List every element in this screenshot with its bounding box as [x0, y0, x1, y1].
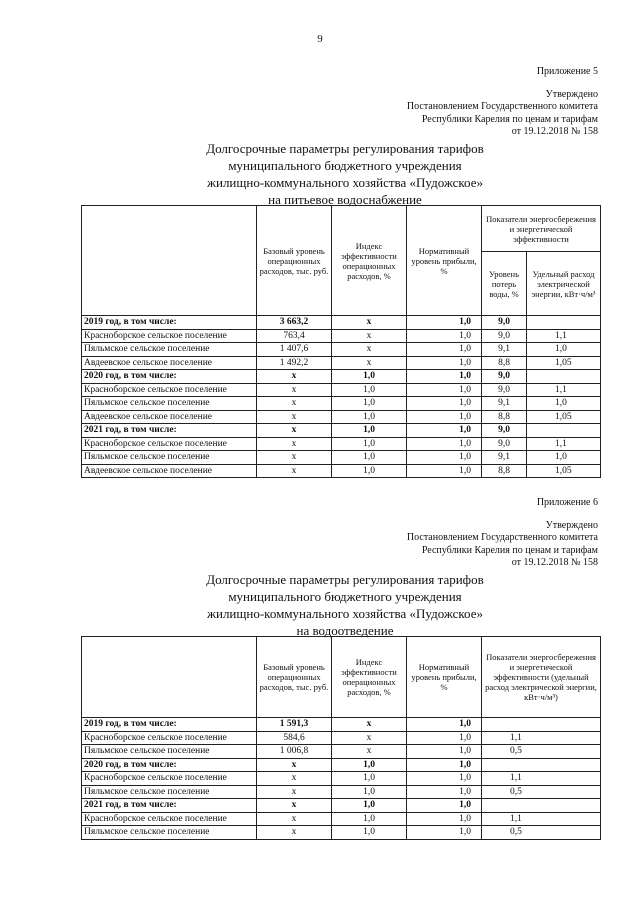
table-5-water-supply: [81, 205, 601, 478]
table-row: [82, 437, 601, 451]
table-row: [82, 464, 601, 478]
cell-name: 2020 год, в том числе:: [82, 758, 257, 772]
cell-norm: 1,0: [407, 370, 482, 384]
cell-norm: 1,0: [407, 437, 482, 451]
cell-spec: [482, 758, 601, 772]
cell-base: x: [257, 424, 332, 438]
cell-index: 1,0: [332, 397, 407, 411]
approval-date: от 19.12.2018 № 158: [511, 557, 598, 568]
cell-spec: 1,05: [527, 464, 601, 478]
cell-norm: 1,0: [407, 745, 482, 759]
cell-name: 2019 год, в том числе:: [82, 316, 257, 330]
cell-norm: 1,0: [407, 356, 482, 370]
cell-base: x: [257, 758, 332, 772]
appendix-number: Приложение 6: [536, 497, 598, 508]
cell-spec: 1,1: [527, 383, 601, 397]
table-row: [82, 343, 601, 357]
cell-norm: 1,0: [407, 785, 482, 799]
approved-label: Утверждено: [545, 519, 598, 531]
table-row: [82, 383, 601, 397]
cell-base: 1 407,6: [257, 343, 332, 357]
header-efficiency-index: Индекс эффективности операционных расходов, %: [332, 206, 407, 316]
cell-index: 1,0: [332, 464, 407, 478]
cell-base: x: [257, 772, 332, 786]
cell-norm: 1,0: [407, 451, 482, 465]
cell-spec: 1,1: [482, 772, 601, 786]
header-base-opex: Базовый уровень операционных расходов, тыс. руб.: [257, 637, 332, 718]
cell-norm: 1,0: [407, 329, 482, 343]
cell-norm: 1,0: [407, 826, 482, 840]
header-profit-level: Нормативный уровень прибыли, %: [407, 206, 482, 316]
cell-base: x: [257, 370, 332, 384]
cell-index: 1,0: [332, 424, 407, 438]
appendix-6-header: [407, 497, 598, 570]
cell-name: Красноборское сельское поселение: [82, 383, 257, 397]
cell-base: x: [257, 464, 332, 478]
cell-base: x: [257, 826, 332, 840]
header-empty: [82, 206, 257, 316]
cell-spec: [482, 799, 601, 813]
cell-loss: 9,0: [482, 424, 527, 438]
cell-base: 1 492,2: [257, 356, 332, 370]
cell-index: 1,0: [332, 812, 407, 826]
cell-spec: [527, 370, 601, 384]
cell-spec: 1,1: [527, 329, 601, 343]
table-row: [82, 745, 601, 759]
cell-spec: 0,5: [482, 785, 601, 799]
approval-line: Постановлением Государственного комитета: [406, 532, 598, 543]
cell-spec: 0,5: [482, 826, 601, 840]
table-row: [82, 772, 601, 786]
cell-name: 2020 год, в том числе:: [82, 370, 257, 384]
cell-base: x: [257, 410, 332, 424]
title-line: Долгосрочные параметры регулирования тарифов: [206, 572, 484, 587]
cell-spec: 1,1: [527, 437, 601, 451]
approval-date: от 19.12.2018 № 158: [511, 126, 598, 137]
cell-norm: 1,0: [407, 424, 482, 438]
approval-line: Постановлением Государственного комитета: [406, 101, 598, 112]
cell-base: x: [257, 397, 332, 411]
header-base-opex: Базовый уровень операционных расходов, тыс. руб.: [257, 206, 332, 316]
cell-loss: 9,1: [482, 451, 527, 465]
cell-name: 2021 год, в том числе:: [82, 799, 257, 813]
table-5-body: [82, 316, 601, 478]
cell-index: 1,0: [332, 772, 407, 786]
cell-base: x: [257, 451, 332, 465]
table-row: [82, 397, 601, 411]
cell-index: 1,0: [332, 370, 407, 384]
cell-index: 1,0: [332, 383, 407, 397]
cell-loss: 9,0: [482, 383, 527, 397]
cell-name: Пяльмское сельское поселение: [82, 397, 257, 411]
cell-name: Красноборское сельское поселение: [82, 437, 257, 451]
cell-base: 584,6: [257, 731, 332, 745]
cell-loss: 9,0: [482, 329, 527, 343]
appendix-5-header: [407, 66, 598, 139]
cell-name: Пяльмское сельское поселение: [82, 343, 257, 357]
cell-name: Авдеевское сельское поселение: [82, 410, 257, 424]
cell-spec: 1,1: [482, 731, 601, 745]
cell-name: 2019 год, в том числе:: [82, 718, 257, 732]
title-line: на питьевое водоснабжение: [268, 192, 422, 207]
cell-name: Пяльмское сельское поселение: [82, 451, 257, 465]
table-5-title: [150, 140, 540, 208]
cell-norm: 1,0: [407, 383, 482, 397]
cell-index: x: [332, 316, 407, 330]
cell-base: x: [257, 383, 332, 397]
cell-base: 763,4: [257, 329, 332, 343]
title-line: жилищно-коммунального хозяйства «Пудожское»: [207, 606, 483, 621]
cell-loss: 9,0: [482, 316, 527, 330]
table-row: [82, 316, 601, 330]
table-row: [82, 785, 601, 799]
cell-name: Красноборское сельское поселение: [82, 731, 257, 745]
cell-base: x: [257, 437, 332, 451]
appendix-number: Приложение 5: [536, 66, 598, 77]
table-6-body: [82, 718, 601, 840]
header-efficiency-index: Индекс эффективности операционных расходов, %: [332, 637, 407, 718]
cell-norm: 1,0: [407, 772, 482, 786]
cell-spec: 1,1: [482, 812, 601, 826]
cell-norm: 1,0: [407, 343, 482, 357]
cell-base: 1 591,3: [257, 718, 332, 732]
cell-spec: [527, 316, 601, 330]
table-row: [82, 329, 601, 343]
cell-name: Красноборское сельское поселение: [82, 812, 257, 826]
cell-spec: 1,05: [527, 410, 601, 424]
cell-spec: 0,5: [482, 745, 601, 759]
cell-index: 1,0: [332, 410, 407, 424]
cell-norm: 1,0: [407, 799, 482, 813]
approval-line: Республики Карелия по ценам и тарифам: [421, 113, 598, 125]
cell-norm: 1,0: [407, 812, 482, 826]
header-empty: [82, 637, 257, 718]
cell-name: Авдеевское сельское поселение: [82, 356, 257, 370]
cell-loss: 8,8: [482, 410, 527, 424]
cell-norm: 1,0: [407, 718, 482, 732]
table-6-title: [150, 571, 540, 639]
cell-base: 1 006,8: [257, 745, 332, 759]
cell-norm: 1,0: [407, 410, 482, 424]
cell-name: 2021 год, в том числе:: [82, 424, 257, 438]
header-specific-consumption: Удельный расход электрической энергии, кВт·ч/м³: [527, 252, 601, 316]
cell-norm: 1,0: [407, 316, 482, 330]
cell-index: x: [332, 731, 407, 745]
cell-index: 1,0: [332, 826, 407, 840]
cell-spec: [527, 424, 601, 438]
cell-base: x: [257, 785, 332, 799]
table-row: [82, 410, 601, 424]
cell-index: x: [332, 718, 407, 732]
table-row: [82, 370, 601, 384]
table-6-wastewater: [81, 636, 601, 840]
table-row: [82, 812, 601, 826]
cell-index: 1,0: [332, 758, 407, 772]
cell-name: Авдеевское сельское поселение: [82, 464, 257, 478]
cell-spec: [482, 718, 601, 732]
cell-index: x: [332, 356, 407, 370]
table-row: [82, 356, 601, 370]
title-line: жилищно-коммунального хозяйства «Пудожское»: [207, 175, 483, 190]
cell-loss: 9,0: [482, 437, 527, 451]
cell-base: 3 663,2: [257, 316, 332, 330]
table-row: [82, 731, 601, 745]
cell-index: x: [332, 745, 407, 759]
cell-index: 1,0: [332, 451, 407, 465]
cell-name: Красноборское сельское поселение: [82, 772, 257, 786]
cell-loss: 8,8: [482, 464, 527, 478]
table-row: [82, 799, 601, 813]
header-water-loss: Уровень потерь воды, %: [482, 252, 527, 316]
cell-norm: 1,0: [407, 464, 482, 478]
cell-norm: 1,0: [407, 397, 482, 411]
cell-index: x: [332, 329, 407, 343]
table-row: [82, 718, 601, 732]
table-row: [82, 451, 601, 465]
cell-index: 1,0: [332, 437, 407, 451]
table-row: [82, 424, 601, 438]
cell-index: 1,0: [332, 785, 407, 799]
page-number: 9: [317, 33, 323, 45]
approved-label: Утверждено: [545, 88, 598, 100]
cell-spec: 1,0: [527, 343, 601, 357]
cell-loss: 8,8: [482, 356, 527, 370]
title-line: муниципального бюджетного учреждения: [228, 589, 462, 604]
cell-name: Пяльмское сельское поселение: [82, 785, 257, 799]
cell-loss: 9,0: [482, 370, 527, 384]
cell-name: Красноборское сельское поселение: [82, 329, 257, 343]
cell-name: Пяльмское сельское поселение: [82, 745, 257, 759]
cell-index: x: [332, 343, 407, 357]
table-row: [82, 758, 601, 772]
title-line: на водоотведение: [296, 623, 394, 638]
title-line: Долгосрочные параметры регулирования тарифов: [206, 141, 484, 156]
cell-name: Пяльмское сельское поселение: [82, 826, 257, 840]
header-energy-efficiency: Показатели энергосбережения и энергетической эффективности: [482, 206, 601, 252]
cell-base: x: [257, 799, 332, 813]
header-energy-efficiency: Показатели энергосбережения и энергетической эффективности (удельный расход электрической энергии, кВт·ч/м³): [482, 637, 601, 718]
header-profit-level: Нормативный уровень прибыли, %: [407, 637, 482, 718]
cell-norm: 1,0: [407, 758, 482, 772]
cell-norm: 1,0: [407, 731, 482, 745]
cell-loss: 9,1: [482, 343, 527, 357]
cell-loss: 9,1: [482, 397, 527, 411]
cell-base: x: [257, 812, 332, 826]
cell-index: 1,0: [332, 799, 407, 813]
cell-spec: 1,05: [527, 356, 601, 370]
title-line: муниципального бюджетного учреждения: [228, 158, 462, 173]
cell-spec: 1,0: [527, 397, 601, 411]
cell-spec: 1,0: [527, 451, 601, 465]
approval-line: Республики Карелия по ценам и тарифам: [421, 544, 598, 556]
table-row: [82, 826, 601, 840]
